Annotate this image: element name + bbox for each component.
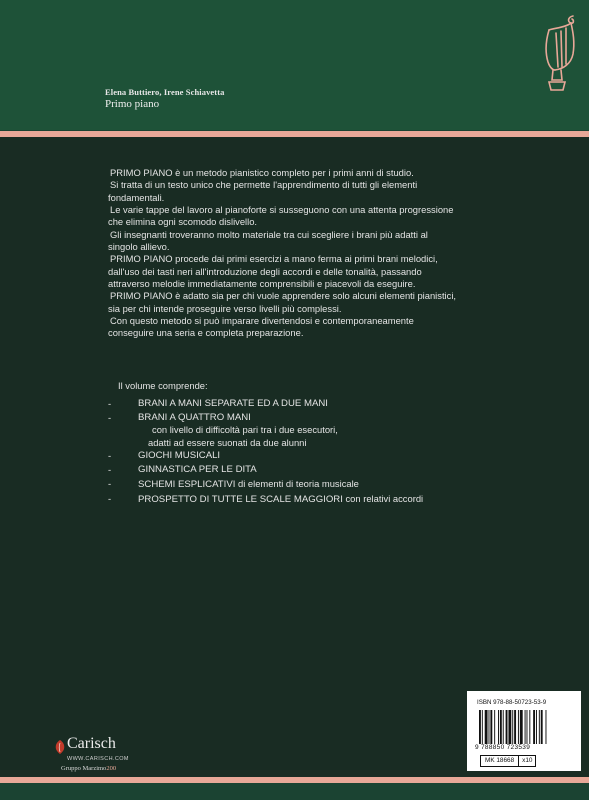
list-item <box>108 493 508 506</box>
barcode-number: 9 788850 723539 <box>475 744 531 751</box>
barcode-bar <box>527 710 528 744</box>
carisch-emblem-icon <box>55 740 65 754</box>
contents-heading: Il volume comprende: <box>118 380 208 391</box>
list-dash: - <box>108 478 112 489</box>
list-item <box>108 478 508 491</box>
publisher-name: Carisch <box>67 735 116 752</box>
barcode-bar <box>529 710 530 744</box>
list-item-detail: con relativi accordi <box>342 492 424 504</box>
authors: Elena Buttiero, Irene Schiavetta <box>105 87 225 97</box>
publisher-group <box>61 765 116 772</box>
description-paragraph: Gli insegnanti troveranno molto materiale tra cui scegliere i brani più adatti al singolo allievo. <box>108 228 428 253</box>
description-paragraph: Si tratta di un testo unico che permette l'apprendimento di tutti gli elementi fondamentali. <box>108 179 418 203</box>
list-dash: - <box>108 492 112 504</box>
barcode-bar <box>518 710 519 744</box>
barcode-bar <box>533 710 535 744</box>
barcode-bar <box>494 710 495 744</box>
header-band <box>0 0 589 130</box>
publisher-group-year: 200 <box>106 765 117 772</box>
catalog-number: MK 18668 <box>485 757 515 764</box>
description-paragraph: PRIMO PIANO è adatto sia per chi vuole apprendere solo alcuni elementi pianistici, sia per chi intende proseguire verso livelli più complessi. <box>108 290 457 314</box>
list-item-title: SCHEMI ESPLICATIVI <box>138 479 236 490</box>
description-paragraph: Con questo metodo si può imparare divertendosi e contemporaneamente conseguire una seria e completa preparazione. <box>108 315 414 339</box>
list-item <box>108 464 508 476</box>
catalog-multiplier: x10 <box>518 756 535 766</box>
barcode <box>479 710 569 744</box>
contents-list <box>108 398 508 508</box>
list-item-detail: con livello di difficoltà pari tra i due esecutori, <box>152 424 338 436</box>
list-dash: - <box>108 398 112 409</box>
barcode-bar <box>546 710 547 744</box>
barcode-bar <box>539 710 540 744</box>
barcode-bar <box>512 710 513 744</box>
description-paragraph: PRIMO PIANO procede dai primi esercizi a mano ferma ai primi brani melodici, dall'uso dei tasti neri all'introduzione degli accordi e delle tonalità, passando attraverso melodie immediatamente comprensibili e piacevoli da eseguire. <box>108 253 438 290</box>
list-item-title: GIOCHI MUSICALI <box>138 450 221 462</box>
isbn-text: ISBN 978-88-50723-53-9 <box>477 699 547 706</box>
barcode-bar <box>500 710 502 744</box>
barcode-bar <box>485 710 488 744</box>
list-item-title: BRANI A MANI SEPARATE ED A DUE MANI <box>138 398 328 409</box>
barcode-bar <box>489 710 490 744</box>
description-paragraph: Le varie tappe del lavoro al pianoforte si susseguono con una attenta progressione che elimina ogni scomodo dislivello. <box>108 204 454 228</box>
barcode-bar <box>520 710 523 744</box>
list-item <box>108 412 508 449</box>
barcode-bar <box>536 710 537 744</box>
barcode-bar <box>490 710 492 744</box>
list-item-detail: di elementi di teoria musicale <box>235 478 359 489</box>
list-item-title: GINNASTICA PER LE DITA <box>138 464 257 476</box>
barcode-bar <box>514 710 516 744</box>
publisher-url[interactable]: WWW.CARISCH.COM <box>67 756 129 762</box>
barcode-bar <box>498 710 499 744</box>
description-paragraph: PRIMO PIANO è un metodo pianistico completo per i primi anni di studio. <box>110 167 414 178</box>
list-dash: - <box>108 411 112 423</box>
barcode-bar <box>482 710 483 744</box>
list-item-detail: adatti ad essere suonati da due alunni <box>148 436 307 448</box>
barcode-label <box>467 691 581 771</box>
barcode-bar <box>479 710 481 744</box>
barcode-bar <box>541 710 543 744</box>
book-title: Primo piano <box>105 98 160 110</box>
bottom-stripe <box>0 777 589 783</box>
list-dash: - <box>108 450 112 462</box>
barcode-bar <box>503 710 504 744</box>
barcode-bar <box>506 710 508 744</box>
barcode-bar <box>525 710 526 744</box>
description <box>108 167 460 340</box>
list-item-title: BRANI A QUATTRO MANI <box>138 411 251 423</box>
list-item <box>108 450 508 462</box>
publisher-group-name: Gruppo Marzimo <box>61 765 107 772</box>
list-dash: - <box>108 464 112 476</box>
barcode-bar <box>508 710 511 744</box>
lyre-icon <box>543 14 581 94</box>
list-item <box>108 398 508 410</box>
catalog-box <box>480 755 536 767</box>
list-item-title: PROSPETTO DI TUTTE LE SCALE MAGGIORI <box>138 493 343 505</box>
